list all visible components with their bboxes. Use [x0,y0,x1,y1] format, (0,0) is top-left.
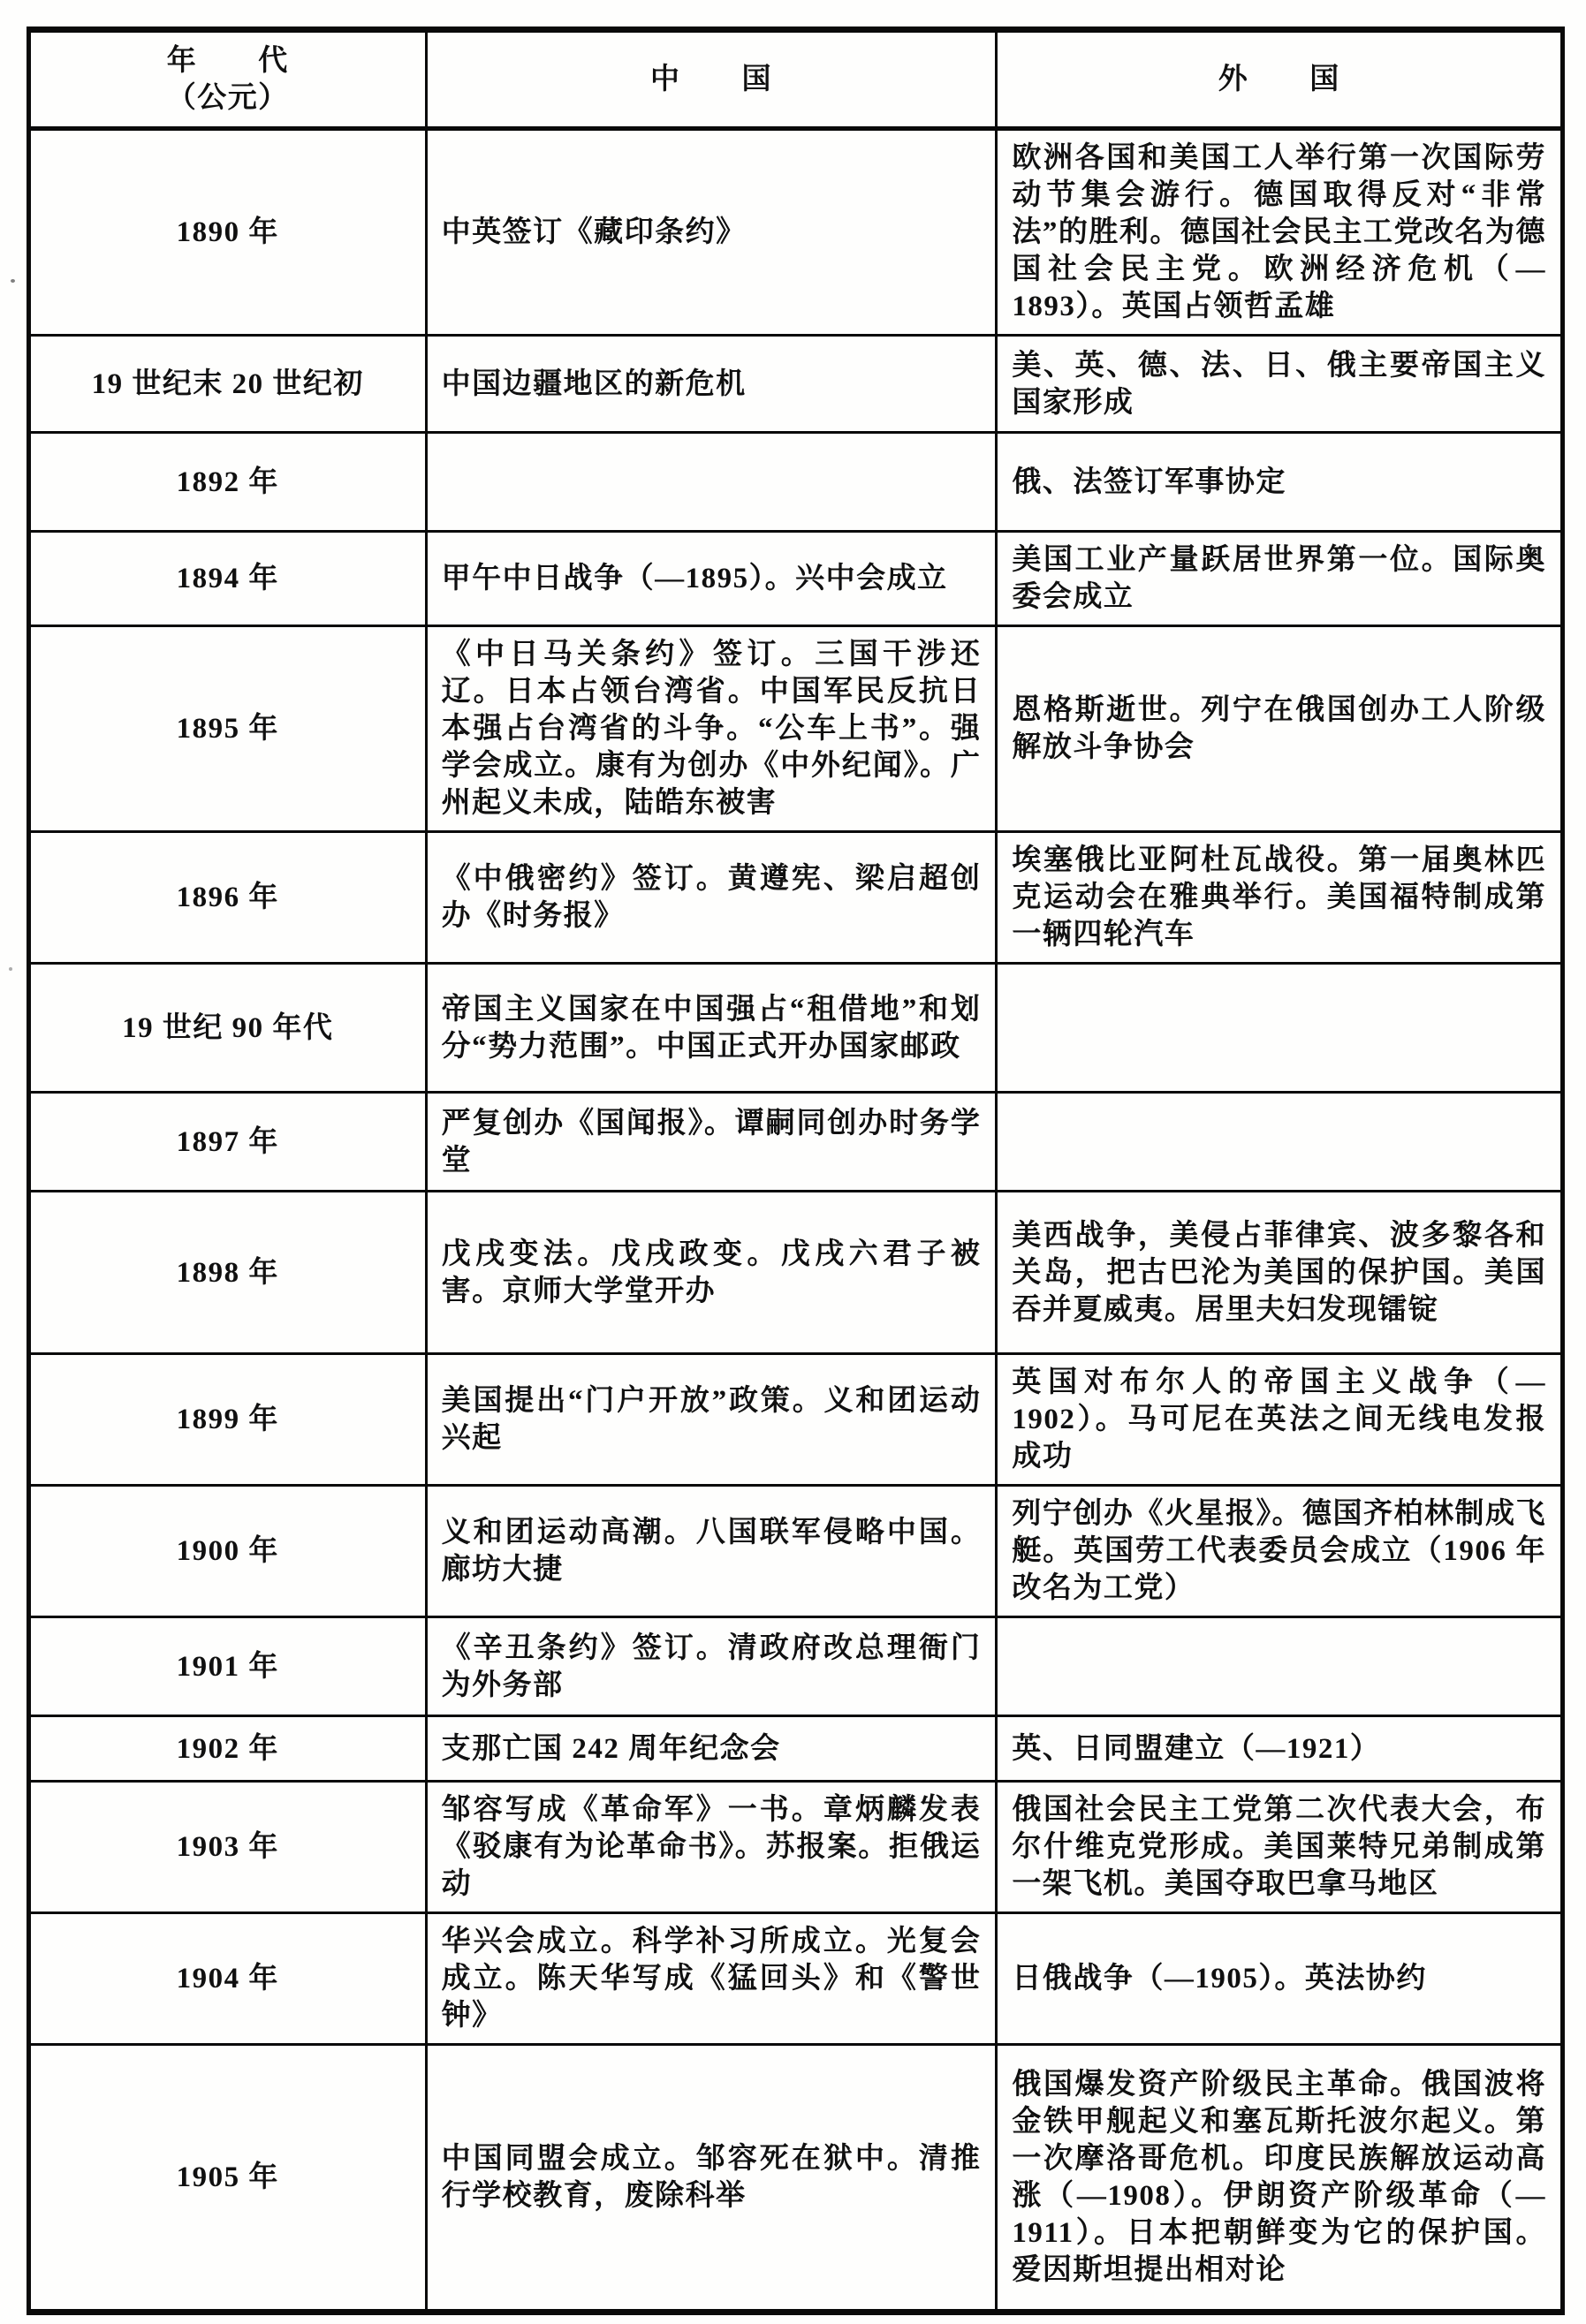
table-header [29,30,1563,129]
year-cell: 1899 年 [29,1354,427,1486]
china-cell: 美国提出“门户开放”政策。义和团运动兴起 [426,1354,997,1486]
header-year-title: 年 代 [166,45,289,77]
table-row [29,832,1563,964]
foreign-cell: 恩格斯逝世。列宁在俄国创办工人阶级解放斗争协会 [997,626,1563,832]
foreign-cell: 俄国社会民主工党第二次代表大会，布尔什维克党形成。美国莱特兄弟制成第一架飞机。美国夺取巴拿马地区 [997,1782,1563,1913]
table-row [29,1716,1563,1782]
foreign-cell: 欧洲各国和美国工人举行第一次国际劳动节集会游行。德国取得反对“非常法”的胜利。德国社会民主工党改名为德国社会民主党。欧洲经济危机（—1893）。英国占领哲孟雄 [997,129,1563,336]
table-row [29,1782,1563,1913]
year-cell: 1892 年 [29,433,427,532]
china-cell: 甲午中日战争（—1895）。兴中会成立 [426,532,997,626]
table-body [29,129,1563,2313]
foreign-cell [997,1617,1563,1716]
year-cell: 1897 年 [29,1093,427,1192]
foreign-cell: 英国对布尔人的帝国主义战争（—1902）。马可尼在英法之间无线电发报成功 [997,1354,1563,1486]
china-cell: 邹容写成《革命军》一书。章炳麟发表《驳康有为论革命书》。苏报案。拒俄运动 [426,1782,997,1913]
table-row [29,433,1563,532]
year-cell: 1902 年 [29,1716,427,1782]
foreign-cell: 美、英、德、法、日、俄主要帝国主义国家形成 [997,336,1563,433]
china-cell: 《中日马关条约》签订。三国干涉还辽。日本占领台湾省。中国军民反抗日本强占台湾省的斗争。“公车上书”。强学会成立。康有为创办《中外纪闻》。广州起义未成，陆皓东被害 [426,626,997,832]
china-cell: 华兴会成立。科学补习所成立。光复会成立。陈天华写成《猛回头》和《警世钟》 [426,1913,997,2045]
table-row [29,336,1563,433]
foreign-cell: 美国工业产量跃居世界第一位。国际奥委会成立 [997,532,1563,626]
scan-speck [11,279,15,283]
foreign-cell [997,1093,1563,1192]
foreign-cell: 日俄战争（—1905）。英法协约 [997,1913,1563,2045]
china-cell: 戊戌变法。戊戌政变。戊戌六君子被害。京师大学堂开办 [426,1192,997,1354]
china-cell: 帝国主义国家在中国强占“租借地”和划分“势力范围”。中国正式开办国家邮政 [426,964,997,1093]
china-cell: 义和团运动高潮。八国联军侵略中国。廊坊大捷 [426,1486,997,1617]
year-cell: 1890 年 [29,129,427,336]
year-cell: 1896 年 [29,832,427,964]
year-cell: 1895 年 [29,626,427,832]
foreign-cell [997,964,1563,1093]
header-row [29,30,1563,129]
foreign-cell: 美西战争，美侵占菲律宾、波多黎各和关岛，把古巴沦为美国的保护国。美国吞并夏威夷。居里夫妇发现镭锭 [997,1192,1563,1354]
china-cell: 中国边疆地区的新危机 [426,336,997,433]
year-cell: 1904 年 [29,1913,427,2045]
china-cell: 中国同盟会成立。邹容死在狱中。清推行学校教育，废除科举 [426,2045,997,2313]
table-row [29,626,1563,832]
table-row [29,964,1563,1093]
china-cell: 支那亡国 242 周年纪念会 [426,1716,997,1782]
china-cell: 《辛丑条约》签订。清政府改总理衙门为外务部 [426,1617,997,1716]
header-year [29,30,427,129]
china-cell [426,433,997,532]
table-row [29,2045,1563,2313]
header-foreign: 外 国 [997,30,1563,129]
foreign-cell: 英、日同盟建立（—1921） [997,1716,1563,1782]
year-cell: 19 世纪末 20 世纪初 [29,336,427,433]
table-row [29,1192,1563,1354]
year-cell: 1898 年 [29,1192,427,1354]
header-china: 中 国 [426,30,997,129]
china-cell: 中英签订《藏印条约》 [426,129,997,336]
scan-speck [9,967,12,971]
foreign-cell: 列宁创办《火星报》。德国齐柏林制成飞艇。英国劳工代表委员会成立（1906 年改名为工党） [997,1486,1563,1617]
china-cell: 《中俄密约》签订。黄遵宪、梁启超创办《时务报》 [426,832,997,964]
year-cell: 1894 年 [29,532,427,626]
table-row [29,1486,1563,1617]
year-cell: 1900 年 [29,1486,427,1617]
year-cell: 19 世纪 90 年代 [29,964,427,1093]
table-row [29,1093,1563,1192]
chronology-table [27,26,1565,2315]
year-cell: 1905 年 [29,2045,427,2313]
table-row [29,1617,1563,1716]
foreign-cell: 俄国爆发资产阶级民主革命。俄国波将金铁甲舰起义和塞瓦斯托波尔起义。第一次摩洛哥危机。印度民族解放运动高涨（—1908）。伊朗资产阶级革命（—1911）。日本把朝鲜变为它的保护国。爱因斯坦提出相对论 [997,2045,1563,2313]
table-row [29,532,1563,626]
foreign-cell: 埃塞俄比亚阿杜瓦战役。第一届奥林匹克运动会在雅典举行。美国福特制成第一辆四轮汽车 [997,832,1563,964]
header-year-subtitle: （公元） [166,82,289,114]
foreign-cell: 俄、法签订军事协定 [997,433,1563,532]
year-cell: 1903 年 [29,1782,427,1913]
table-row [29,1913,1563,2045]
table-row [29,1354,1563,1486]
table-row [29,129,1563,336]
year-cell: 1901 年 [29,1617,427,1716]
china-cell: 严复创办《国闻报》。谭嗣同创办时务学堂 [426,1093,997,1192]
